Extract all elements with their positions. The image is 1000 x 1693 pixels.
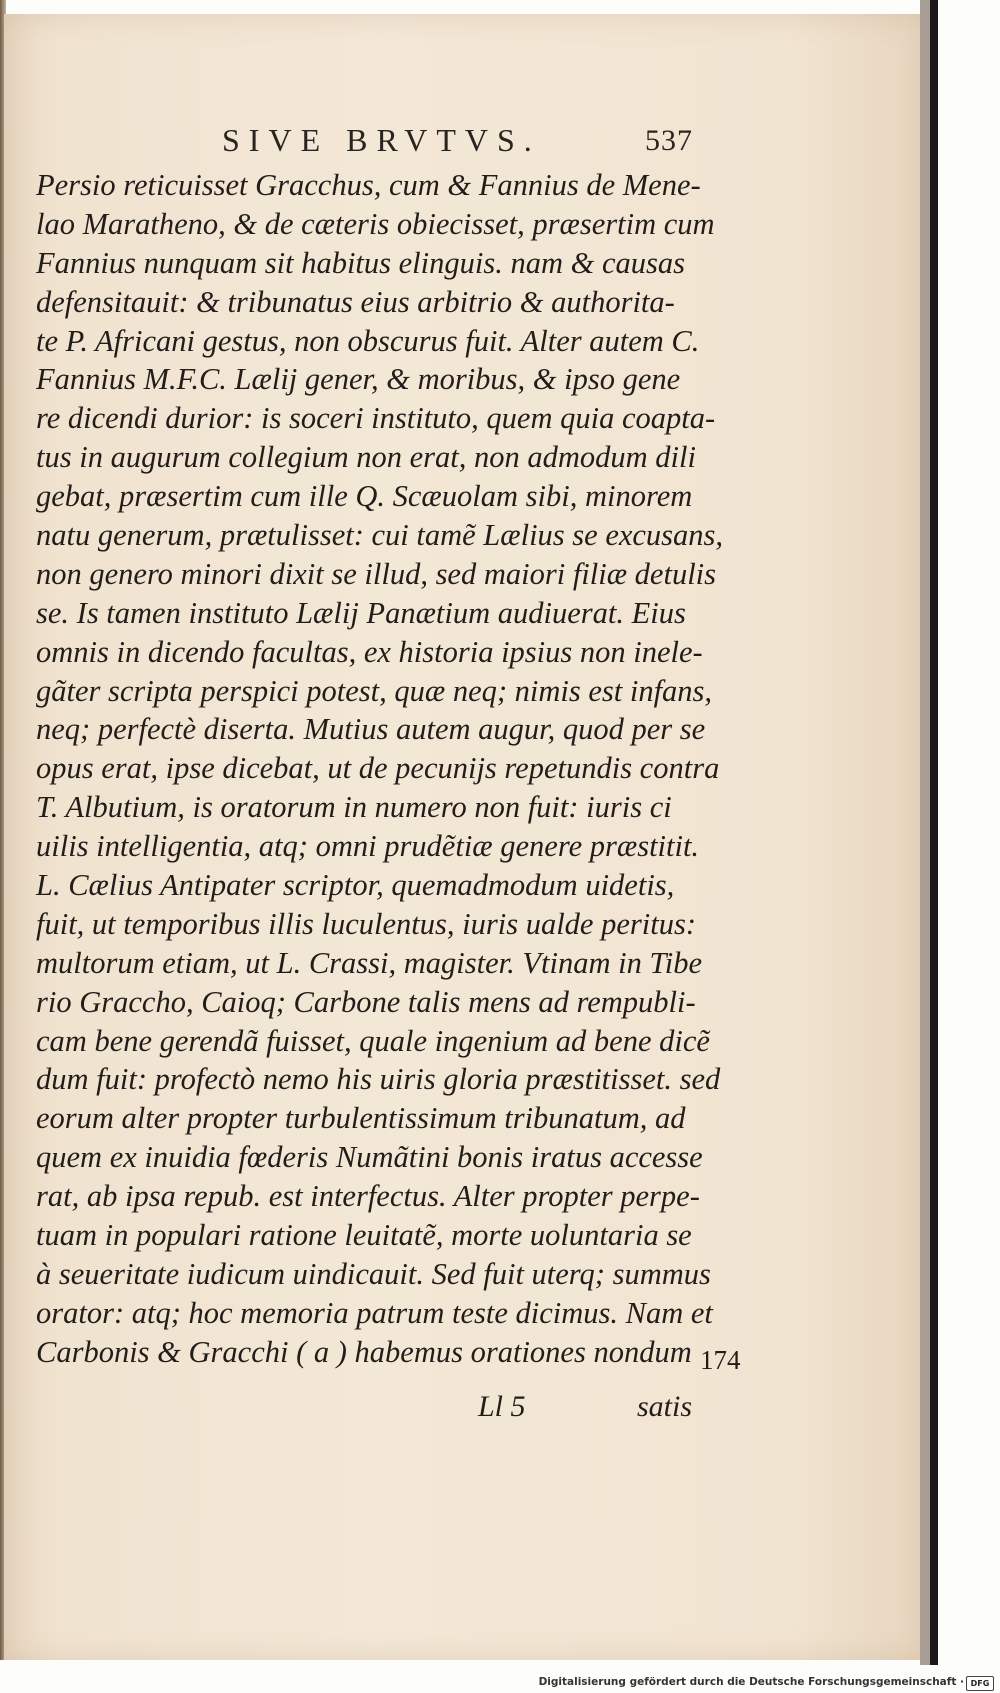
text-line: Carbonis & Gracchi ( a ) habemus orationes nondum [36,1334,692,1369]
text-line: quem ex inuidia fœderis Numãtini bonis iratus accesse [36,1140,703,1175]
text-line: dum fuit: profectò nemo his uiris gloria præstitisset. sed [36,1062,721,1097]
text-line: tus in augurum collegium non erat, non admodum dili [36,440,696,475]
text-line: neq; perfectè diserta. Mutius autem augur, quod per se [36,712,706,747]
text-line: tuam in populari ratione leuitatẽ, morte uoluntaria se [36,1218,692,1253]
text-line: multorum etiam, ut L. Crassi, magister. Vtinam in Tibe [36,945,702,980]
page-edge-dark [930,0,938,1665]
text-line: Persio reticuisset Gracchus, cum & Fannius de Mene- [36,168,701,202]
text-line: rio Graccho, Caioq; Carbone talis mens ad rempubli- [36,984,696,1019]
text-line: gebat, præsertim cum ille Q. Scæuolam sibi, minorem [36,479,693,514]
footer-bar [0,1674,1000,1693]
text-line: L. Cælius Antipater scriptor, quemadmodum uidetis, [36,868,675,903]
text-line: uilis intelligentia, atq; omni prudẽtiæ genere præstitit. [36,829,700,864]
text-line: re dicendi durior: is soceri instituto, quem quia coapta- [36,401,716,436]
catchword: satis [637,1390,693,1423]
dfg-logo: DFG [966,1676,994,1691]
text-line: non genero minori dixit se illud, sed maiori filiæ detulis [36,556,717,591]
text-line: omnis in dicendo facultas, ex historia ipsius non inele- [36,634,703,669]
signature-mark: Ll 5 [478,1390,526,1423]
margin-note-number: 174 [700,1345,741,1375]
running-title: SIVE BRVTVS. [222,122,541,158]
text-line: opus erat, ipse dicebat, ut de pecunijs repetundis contra [36,751,720,786]
text-line: à seueritate iudicum uindicauit. Sed fuit uterq; summus [36,1256,711,1291]
text-line: lao Maratheno, & de cæteris obiecisset, præsertim cum [36,206,715,241]
text-line: defensitauit: & tribunatus eius arbitrio & authorita- [36,284,675,319]
text-line: gãter scripta perspici potest, quæ neq; nimis est infans, [36,673,713,708]
text-line: cam bene gerendã fuisset, quale ingenium ad bene dicẽ [36,1023,710,1058]
text-line: Fannius nunquam sit habitus elinguis. nam & causas [36,245,685,280]
text-line: Fannius M.F.C. Lælij gener, & moribus, & ipso gene [36,362,681,397]
text-line: orator: atq; hoc memoria patrum teste dicimus. Nam et [36,1295,713,1330]
text-line: eorum alter propter turbulentissimum tribunatum, ad [36,1101,686,1136]
text-line: te P. Africani gestus, non obscurus fuit. Alter autem C. [36,323,700,358]
funding-credit: Digitalisierung gefördert durch die Deutsche Forschungsgemeinschaft · [538,1676,964,1688]
text-line: natu generum, prætulisset: cui tamẽ Lælius se excusans, [36,518,724,553]
page-number: 537 [645,124,693,157]
text-line: fuit, ut temporibus illis luculentus, iuris ualde peritus: [36,906,696,941]
text-line: T. Albutium, is oratorum in numero non fuit: iuris ci [36,790,672,825]
text-line: rat, ab ipsa repub. est interfectus. Alter propter perpe- [36,1179,700,1214]
text-line: se. Is tamen instituto Lælij Panætium audiuerat. Eius [36,595,686,630]
